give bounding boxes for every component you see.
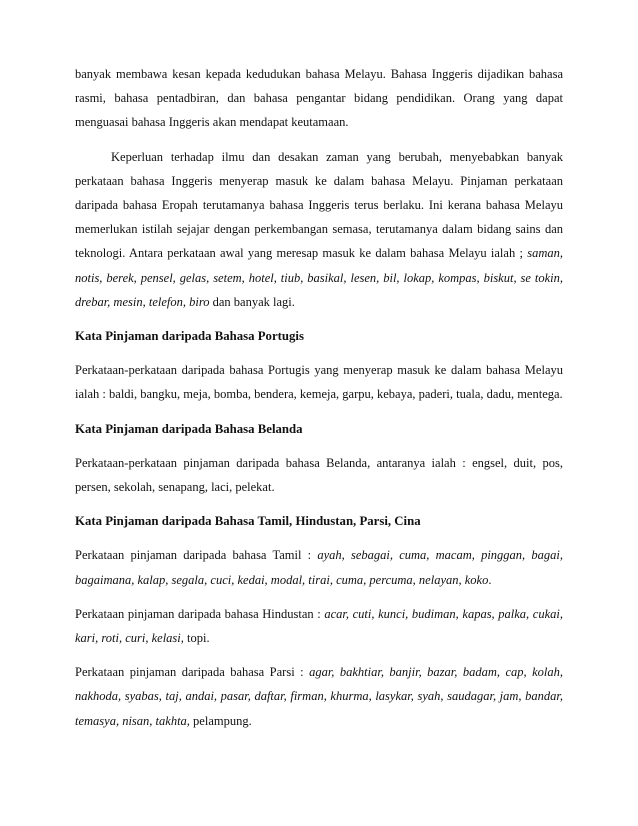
- portugis-paragraph: Perkataan-perkataan daripada bahasa Portugis yang menyerap masuk ke dalam bahasa Melayu ialah : baldi, bangku, meja, bomba, bendera, kemeja, garpu, kebaya, paderi, tuala, dadu, mentega.: [75, 363, 563, 402]
- parsi-examples: agar, bakhtiar, banjir, bazar, badam, cap, kolah, nakhoda, syabas, taj, andai, pasar, daftar, firman, khurma, lasykar, syah, saudagar, jam, bandar, temasya, nisan, takhta,: [75, 665, 563, 728]
- tamil-paragraph: [75, 543, 563, 591]
- heading-belanda: Kata Pinjaman daripada Bahasa Belanda: [75, 421, 303, 436]
- heading-tamil-hindustan-parsi-cina: Kata Pinjaman daripada Bahasa Tamil, Hindustan, Parsi, Cina: [75, 514, 421, 529]
- needs-paragraph-text: Keperluan terhadap ilmu dan desakan zaman yang berubah, menyebabkan banyak perkataan bahasa Inggeris menyerap masuk ke dalam bahasa Melayu. Pinjaman perkataan daripada bahasa Eropah terutamanya bahasa Inggeris terus berlaku. Ini kerana bahasa Melayu memerlukan istilah sejajar dengan perkembangan semasa, terutamanya dalam bidang sains dan teknologi. Antara perkataan awal yang meresap masuk ke dalam bahasa Melayu ialah ;: [75, 149, 563, 261]
- heading-portugis: Kata Pinjaman daripada Bahasa Portugis: [75, 329, 304, 344]
- belanda-paragraph: Perkataan-perkataan pinjaman daripada bahasa Belanda, antaranya ialah : engsel, duit, pos, persen, sekolah, senapang, laci, pelekat.: [75, 455, 563, 495]
- hindustan-examples: acar, cuti, kunci, budiman, kapas, palka, cukai, kari, roti, curi, kelasi,: [75, 606, 563, 646]
- parsi-paragraph: [75, 660, 563, 733]
- tamil-lead: Perkataan pinjaman daripada bahasa Tamil :: [75, 548, 318, 563]
- document-body: [75, 62, 563, 733]
- intro-paragraph: banyak membawa kesan kepada kedudukan bahasa Melayu. Bahasa Inggeris dijadikan bahasa rasmi, bahasa pentadbiran, dan bahasa pengantar bidang pendidikan. Orang yang dapat menguasai bahasa Inggeris akan mendapat keutamaan.: [75, 67, 563, 130]
- tamil-examples: ayah, sebagai, cuma, macam, pinggan, bagai, bagaimana, kalap, segala, cuci, kedai, modal, tirai, cuma, percuma, nelayan, koko: [75, 548, 563, 587]
- parsi-lead: Perkataan pinjaman daripada bahasa Parsi :: [75, 665, 310, 680]
- hindustan-ending: topi.: [183, 631, 210, 646]
- needs-paragraph: [75, 145, 563, 314]
- hindustan-paragraph: [75, 602, 563, 650]
- hindustan-lead: Perkataan pinjaman daripada bahasa Hindustan :: [75, 606, 325, 621]
- parsi-ending: pelampung.: [189, 713, 252, 728]
- needs-paragraph-ending: dan banyak lagi.: [209, 294, 295, 309]
- tamil-ending: .: [488, 572, 492, 587]
- needs-paragraph-examples: saman, notis, berek, pensel, gelas, setem, hotel, tiub, basikal, lesen, bil, lokap, kompas, biskut, se tokin, drebar, mesin, telefon, biro: [75, 246, 563, 309]
